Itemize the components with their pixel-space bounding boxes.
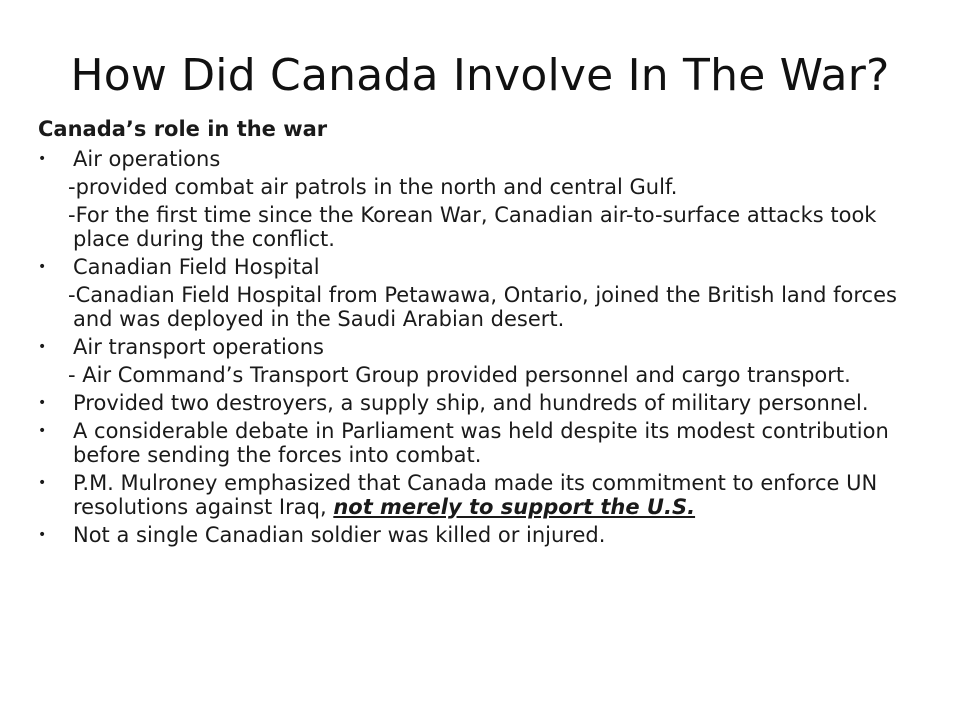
emphasis-text: not merely to support the U.S. xyxy=(333,495,696,519)
section-heading: Canada’s role in the war xyxy=(38,117,328,141)
bullet-icon: • xyxy=(38,339,47,355)
bullet-item xyxy=(38,523,918,547)
bullet-icon: • xyxy=(38,395,47,411)
bullet-item xyxy=(38,391,918,415)
bullet-icon: • xyxy=(38,475,47,491)
bullet-text: P.M. Mulroney emphasized that Canada made its commitment to enforce UN resolutions against Iraq, xyxy=(73,471,878,519)
sub-text: -Canadian Field Hospital from Petawawa, Ontario, joined the British land forces and was deployed in the Saudi Arabian desert. xyxy=(68,283,897,331)
bullet-text: Canadian Field Hospital xyxy=(73,255,320,279)
bullet-text: Provided two destroyers, a supply ship, and hundreds of military personnel. xyxy=(73,391,869,415)
sub-text: - Air Command’s Transport Group provided personnel and cargo transport. xyxy=(68,363,851,387)
bullet-text: A considerable debate in Parliament was held despite its modest contribution before sending the forces into combat. xyxy=(73,419,889,467)
bullet-item xyxy=(38,471,918,519)
sub-item xyxy=(38,283,918,331)
sub-item xyxy=(38,363,918,387)
bullet-icon: • xyxy=(38,527,47,543)
bullet-icon: • xyxy=(38,259,47,275)
bullet-item xyxy=(38,335,918,359)
slide-title: How Did Canada Involve In The War? xyxy=(70,50,890,101)
bullet-text: Air operations xyxy=(73,147,221,171)
bullet-icon: • xyxy=(38,151,47,167)
sub-item xyxy=(38,203,918,251)
sub-text: -provided combat air patrols in the north and central Gulf. xyxy=(68,175,678,199)
bullet-text: Not a single Canadian soldier was killed or injured. xyxy=(73,523,606,547)
slide-content xyxy=(38,117,918,551)
bullet-text: Air transport operations xyxy=(73,335,324,359)
sub-item xyxy=(38,175,918,199)
bullet-item xyxy=(38,419,918,467)
bullet-item xyxy=(38,147,918,171)
bullet-item xyxy=(38,255,918,279)
sub-text: -For the first time since the Korean War, Canadian air-to-surface attacks took place during the conflict. xyxy=(68,203,877,251)
bullet-icon: • xyxy=(38,423,47,439)
